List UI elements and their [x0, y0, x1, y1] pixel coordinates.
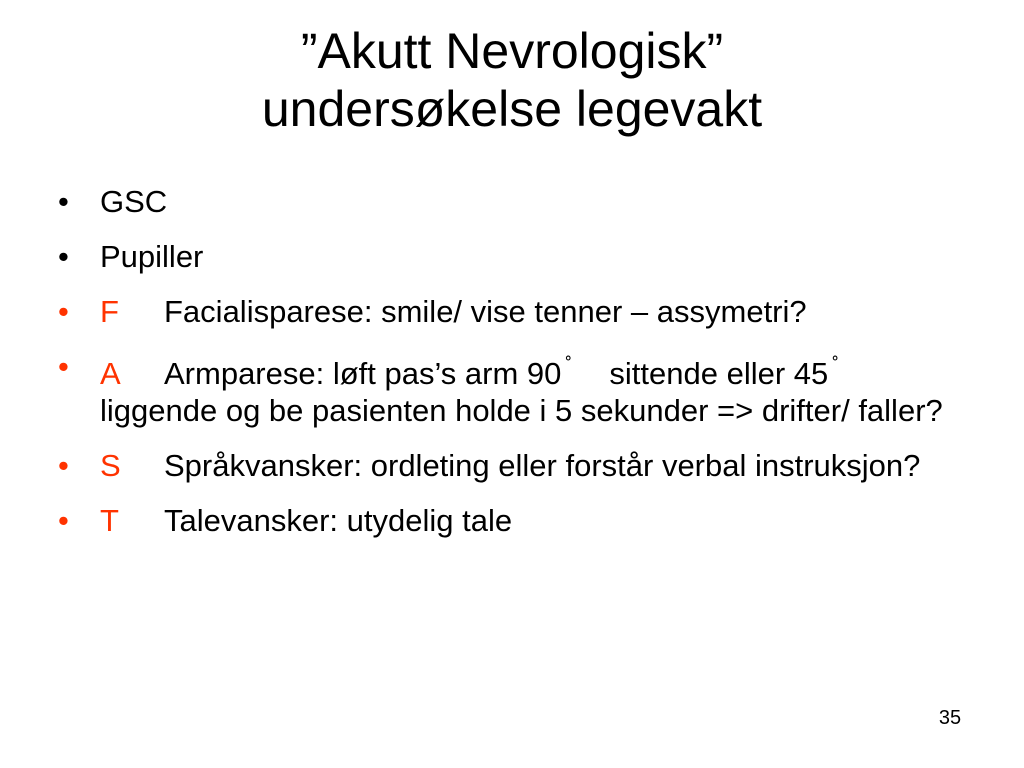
bullet-list [58, 183, 958, 557]
bullet-marker: • [58, 294, 69, 329]
bullet-text: Talevansker: utydelig tale [164, 503, 513, 538]
bullet-text-part-3: liggende og be pasienten holde i 5 sekunder => drifter/ faller? [100, 393, 943, 428]
bullet-marker: • [58, 239, 69, 274]
bullet-marker: • [58, 349, 69, 384]
bullet-text: GSC [100, 184, 168, 219]
degree-symbol: ˚ [832, 355, 839, 377]
bullet-text: Språkvansker: ordleting eller forstår verbal instruksjon? [164, 448, 921, 483]
bullet-item-t [58, 502, 958, 539]
bullet-text: Facialisparese: smile/ vise tenner – assymetri? [164, 294, 807, 329]
bullet-marker: • [58, 448, 69, 483]
acronym-letter-f: F [100, 294, 119, 329]
page-number: 35 [938, 707, 962, 729]
degree-symbol: ˚ [565, 355, 573, 377]
bullet-item-gsc [58, 183, 958, 220]
bullet-text: Pupiller [100, 239, 204, 274]
bullet-marker: • [58, 184, 69, 219]
bullet-text-part-1: Armparese: løft pas’s arm 90 [164, 356, 562, 391]
slide-title-line-1: ”Akutt Nevrologisk” [300, 23, 724, 79]
acronym-letter-s: S [100, 448, 121, 483]
bullet-item-a [58, 348, 958, 429]
slide-title [0, 22, 1024, 138]
acronym-letter-t: T [100, 503, 119, 538]
bullet-marker: • [58, 503, 69, 538]
bullet-item-s [58, 447, 958, 484]
bullet-text-part-2: sittende eller 45 [609, 356, 829, 391]
slide-title-line-2: undersøkelse legevakt [261, 81, 763, 137]
bullet-item-pupiller [58, 238, 958, 275]
bullet-item-f [58, 293, 958, 330]
acronym-letter-a: A [100, 356, 121, 391]
